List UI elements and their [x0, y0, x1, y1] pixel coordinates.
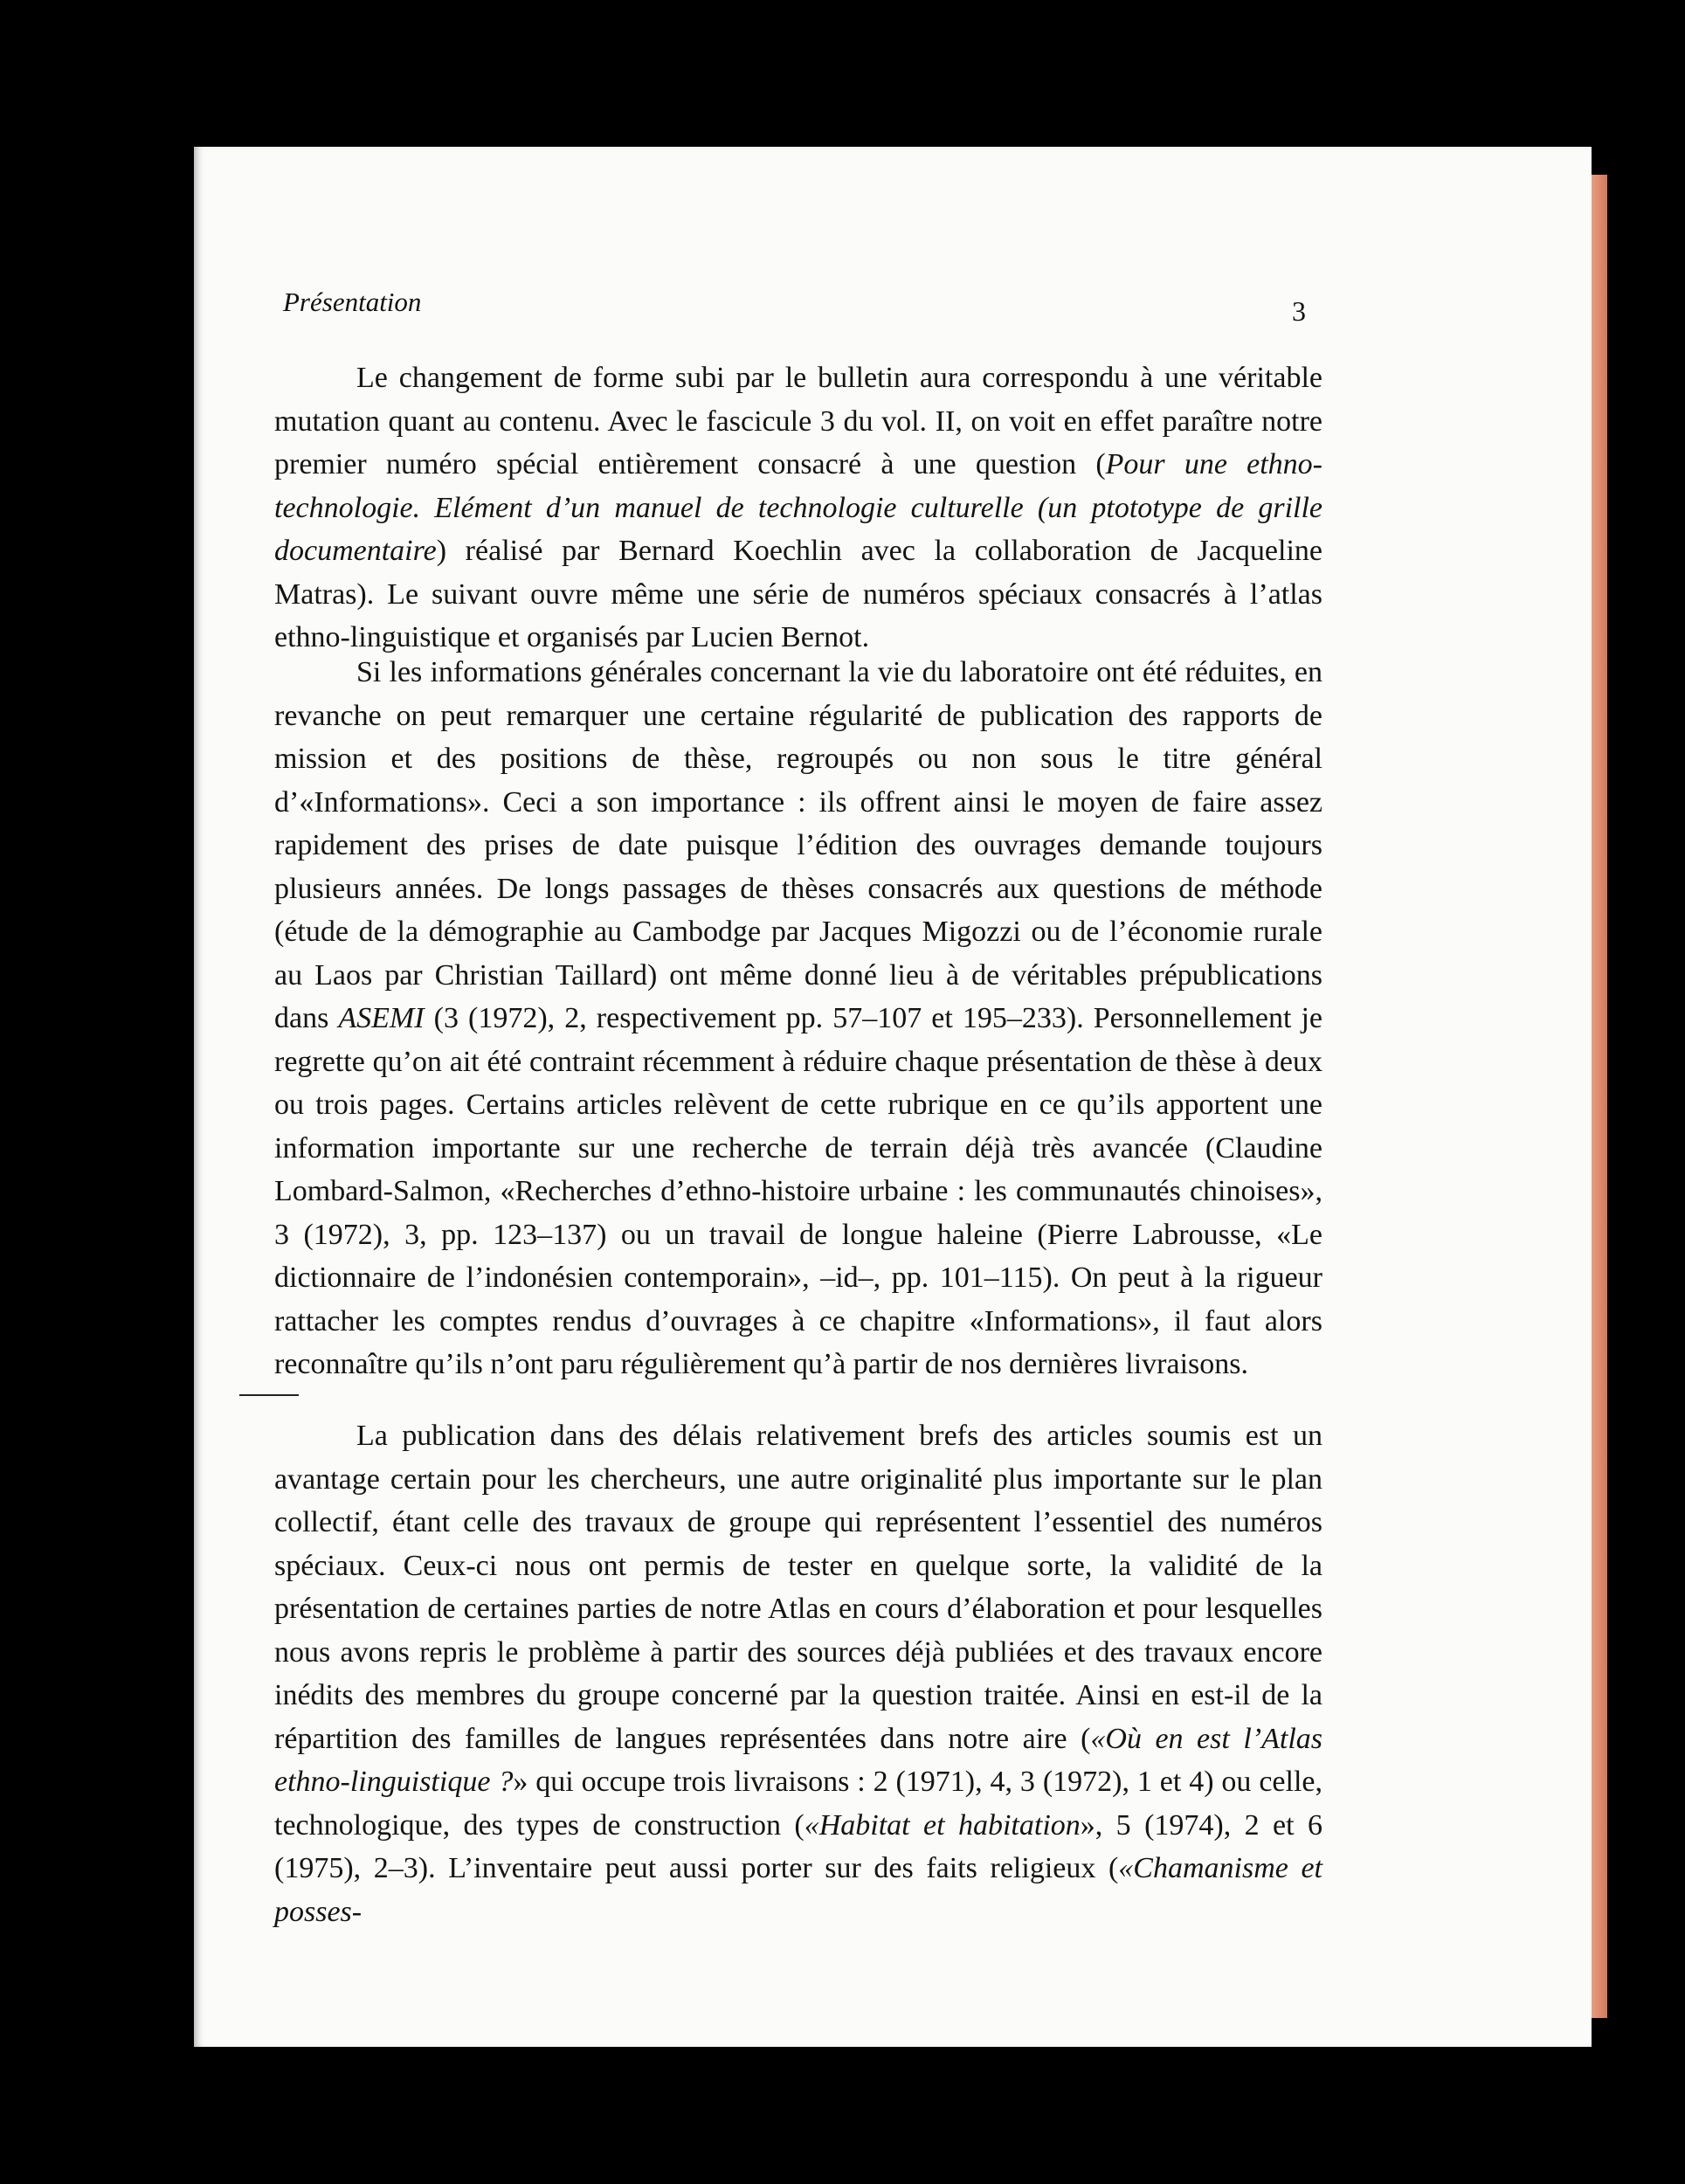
paragraph-3-text-c: » qui occupe trois livraisons : 2 (1971), 4, 3 (1972), 1 et 4) ou celle, technologique, des types de construction (	[274, 1766, 1323, 1842]
paragraph-2-text-c: (3 (1972), 2, respectivement pp. 57–107 et 195–233). Personnellement je regrette qu’on ait été contraint récemment à réduire chaque présentation de thèse à deux ou trois pages. Certains articles relèvent de cette rubrique en ce qu’ils apportent une information importante sur une recherche de terrain déjà très avancée (Claudine Lombard-Salmon, «Recherches d’ethno-histoire urbaine : les communautés chinoises», 3 (1972), 3, pp. 123–137) ou un travail de longue haleine (Pierre Labrousse, «Le dictionnaire de l’indonésien contemporain», –id–, pp. 101–115). On peut à la rigueur rattacher les comptes rendus d’ouvrages à ce chapitre «Informations», il faut alors reconnaître qu’ils n’ont paru régulièrement qu’à partir de nos dernières livraisons.	[274, 1002, 1322, 1380]
margin-rule	[239, 1394, 299, 1396]
paragraph-2-text-a: Si les informations générales concernant la vie du laboratoire ont été réduites, en revanche on peut remarquer une certaine régularité de publication des rapports de mission et des positions de thèse, regroupés ou non sous le titre général d’«Informations». Ceci a son importance : ils offrent ainsi le moyen de faire assez rapidement des prises de date puisque l’édition des ouvrages demande toujours plusieurs années. De longs passages de thèses consacrés aux questions de méthode (étude de la démographie au Cambodge par Jacques Migozzi ou de l’économie rurale au Laos par Christian Taillard) ont même donné lieu à de véritables prépublications dans	[274, 656, 1322, 1034]
paragraph-3-chamanisme-italic: «Chamanisme et posses-	[274, 1852, 1322, 1928]
running-head: Présentation	[283, 287, 422, 317]
paragraph-2-asemi-italic: ASEMI	[338, 1002, 425, 1034]
paragraph-3	[274, 1414, 1322, 1933]
paragraph-1-text-c: ) réalisé par Bernard Koechlin avec la collaboration de Jacqueline Matras). Le suivant ouvre même une série de numéros spéciaux consacrés à l’atlas ethno-linguistique et organisés par Lucien Bernot.	[274, 535, 1322, 653]
paragraph-2	[274, 651, 1322, 1386]
paragraph-3-text-e: », 5 (1974), 2 et 6 (1975), 2–3). L’inventaire peut aussi porter sur des faits religieux (	[274, 1808, 1322, 1884]
paragraph-3-habitat-italic: «Habitat et habitation	[804, 1808, 1081, 1842]
page-number: 3	[1292, 295, 1306, 327]
paragraph-3-atlas-italic: «Où en est l’Atlas ethno-linguistique ?	[274, 1722, 1322, 1798]
paragraph-1	[274, 356, 1322, 660]
paragraph-1-title-italic: Pour une ethno-technologie. Elément d’un manuel de technologie culturelle (un ptototype de grille documentaire	[274, 448, 1322, 567]
paragraph-3-text-a: La publication dans des délais relativement brefs des articles soumis est un avantage certain pour les chercheurs, une autre originalité plus importante sur le plan collectif, étant celle des travaux de groupe qui représentent l’essentiel des numéros spéciaux. Ceux-ci nous ont permis de tester en quelque sorte, la validité de la présentation de certaines parties de notre Atlas en cours d’élaboration et pour lesquelles nous avons repris le problème à partir des sources déjà publiées et des travaux encore inédits des membres du groupe concerné par la question traitée. Ainsi en est-il de la répartition des familles de langues représentées dans notre aire (	[274, 1420, 1322, 1755]
book-page	[194, 147, 1592, 2047]
paragraph-1-text-a: Le changement de forme subi par le bulletin aura correspondu à une véritable mutation quant au contenu. Avec le fascicule 3 du vol. II, on voit en effet paraître notre premier numéro spécial entièrement consacré à une question (	[274, 362, 1322, 480]
